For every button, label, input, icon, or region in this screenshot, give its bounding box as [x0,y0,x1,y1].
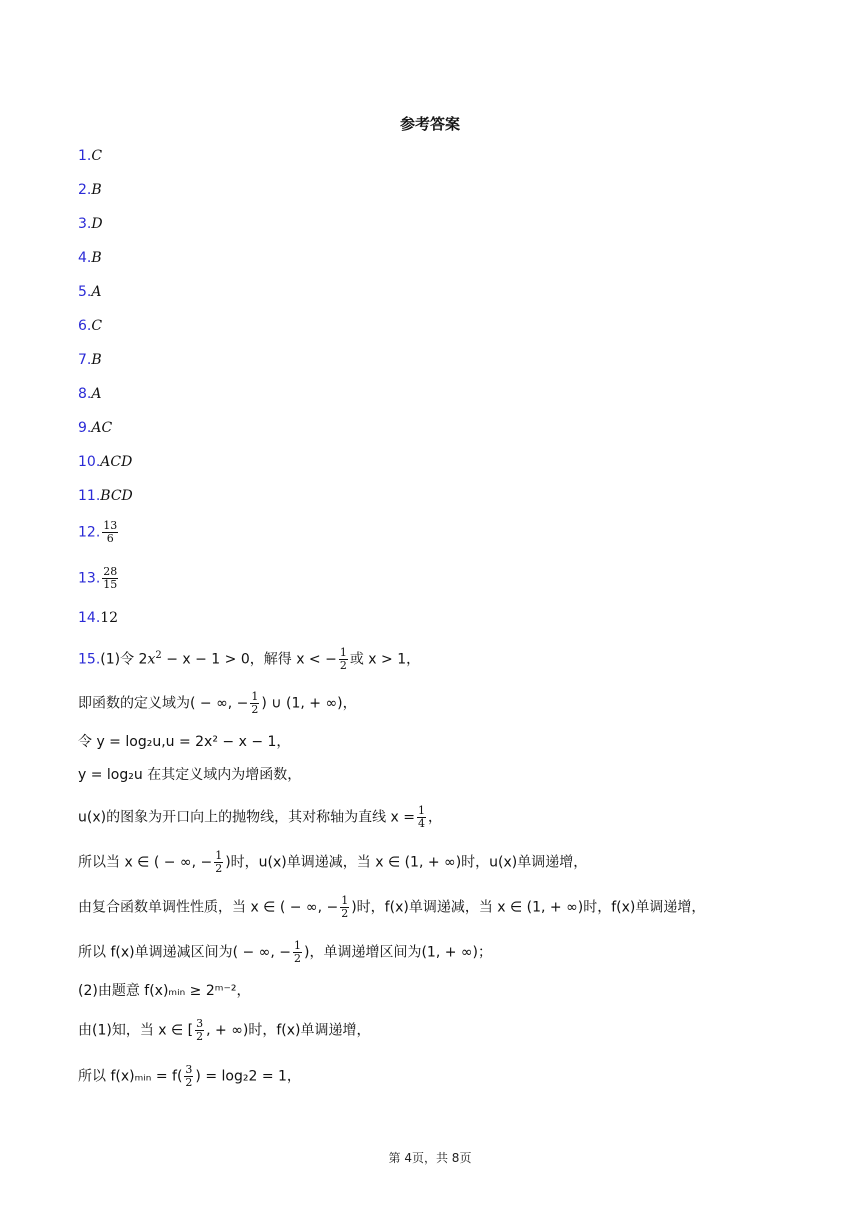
text: 所以当 x ∈ ( − ∞, − [78,854,213,871]
answer-2 [78,181,102,199]
answer-value: B [91,182,102,198]
q15-line-2 [78,691,357,716]
fraction-numerator: 13 [103,519,118,532]
text: )时，u(x)单调递减，当 x ∈ (1, + ∞)时，u(x)单调递增， [225,854,588,871]
answer-6 [78,317,102,335]
fraction [102,566,118,591]
answer-value: D [91,216,103,232]
text: u(x)的图象为开口向上的抛物线，其对称轴为直线 x = [78,809,415,826]
fraction [214,850,223,875]
superscript: 2 [155,650,162,661]
fraction-numerator: 1 [418,804,425,817]
answer-number: 2. [78,182,92,198]
fraction-numerator: 1 [339,646,347,660]
answer-3 [78,215,103,233]
fraction-numerator: 1 [251,690,259,703]
fraction-numerator: 3 [196,1017,204,1030]
answer-number: 12. [78,524,101,541]
fraction-numerator: 28 [103,565,118,578]
answer-14 [78,609,118,627]
answer-13 [78,566,120,591]
text: 即函数的定义域为( − ∞, − [78,695,249,712]
text: , + ∞)时，f(x)单调递增， [206,1022,371,1039]
fraction [293,940,302,965]
fraction-denominator: 15 [103,578,118,591]
answer-value: AC [91,420,113,436]
text: ) = log₂2 = 1， [195,1068,301,1085]
fraction-denominator: 2 [215,862,223,875]
text: )时，f(x)单调递减，当 x ∈ (1, + ∞)时，f(x)单调递增， [351,899,706,916]
q15-line-8 [78,940,492,965]
fraction-numerator: 1 [215,849,223,862]
answer-value: A [91,386,102,402]
answer-value: B [91,250,102,266]
q15-line-10 [78,1018,370,1043]
fraction-numerator: 1 [293,939,301,952]
fraction [417,805,426,830]
text: )，单调递增区间为(1, + ∞)； [303,944,493,961]
text: 所以 f(x)ₘᵢₙ = f( [78,1068,183,1085]
text: 由复合函数单调性性质，当 x ∈ ( − ∞, − [78,899,339,916]
fraction [339,647,348,672]
answer-number: 6. [78,318,92,334]
text: 由(1)知，当 x ∈ [ [78,1022,194,1039]
fraction-denominator: 2 [251,703,259,716]
fraction-denominator: 2 [196,1030,204,1043]
answer-12 [78,520,120,545]
answer-value: ACD [100,454,133,470]
q15-line-6 [78,850,587,875]
answer-number: 8. [78,386,92,402]
answer-1 [78,147,102,165]
answer-number: 15. [78,651,101,668]
answer-value: A [91,284,102,300]
fraction-denominator: 2 [293,952,301,965]
answer-value: BCD [100,488,133,504]
answer-number: 9. [78,420,92,436]
fraction [102,520,118,545]
text: ， [428,809,442,826]
fraction [250,691,259,716]
q15-line-5 [78,805,442,830]
text: x [147,651,156,668]
answer-11 [78,487,133,505]
q15-line-7 [78,895,705,920]
text: − x − 1 > 0，解得 x < − [161,651,337,668]
fraction [184,1064,193,1089]
answer-number: 11. [78,488,101,504]
text: 所以 f(x)单调递减区间为( − ∞, − [78,944,291,961]
answer-number: 4. [78,250,92,266]
answer-5 [78,283,101,301]
q15-line-4 [78,765,301,785]
answer-number: 1. [78,148,92,164]
answer-4 [78,249,102,267]
answer-value: C [91,318,103,334]
fraction-numerator: 3 [185,1063,193,1076]
text: (1)令 2 [100,651,148,668]
page-footer: 第 4页，共 8页 [388,1151,472,1165]
fraction [195,1018,204,1043]
text: y = log₂u 在其定义域内为增函数， [78,767,302,783]
text: 或 x > 1， [349,651,421,668]
answer-number: 3. [78,216,92,232]
text: 令 y = log₂u,u = 2x² − x − 1， [78,734,291,750]
answer-7 [78,351,102,369]
answer-value: 12 [100,610,119,626]
answer-value: C [91,148,103,164]
q15-line-3 [78,732,290,752]
q15-line-9 [78,981,250,1001]
fraction-denominator: 2 [185,1076,193,1089]
fraction-denominator: 6 [106,532,114,545]
answer-value: B [91,352,102,368]
answer-number: 10. [78,454,101,470]
fraction-denominator: 2 [339,659,347,673]
answer-9 [78,419,112,437]
answer-8 [78,385,101,403]
fraction-numerator: 1 [341,894,349,907]
answer-number: 14. [78,610,101,626]
fraction-denominator: 2 [341,907,349,920]
answer-number: 13. [78,570,101,587]
q15-line-11 [78,1064,301,1089]
q15-line-1 [78,646,420,672]
answer-number: 7. [78,352,92,368]
answer-number: 5. [78,284,92,300]
fraction [340,895,349,920]
answer-10 [78,453,132,471]
text: (2)由题意 f(x)ₘᵢₙ ≥ 2ᵐ⁻²， [78,983,251,999]
fraction-denominator: 4 [418,817,425,830]
page-title: 参考答案 [399,115,460,133]
text: ) ∪ (1, + ∞)， [261,695,357,712]
